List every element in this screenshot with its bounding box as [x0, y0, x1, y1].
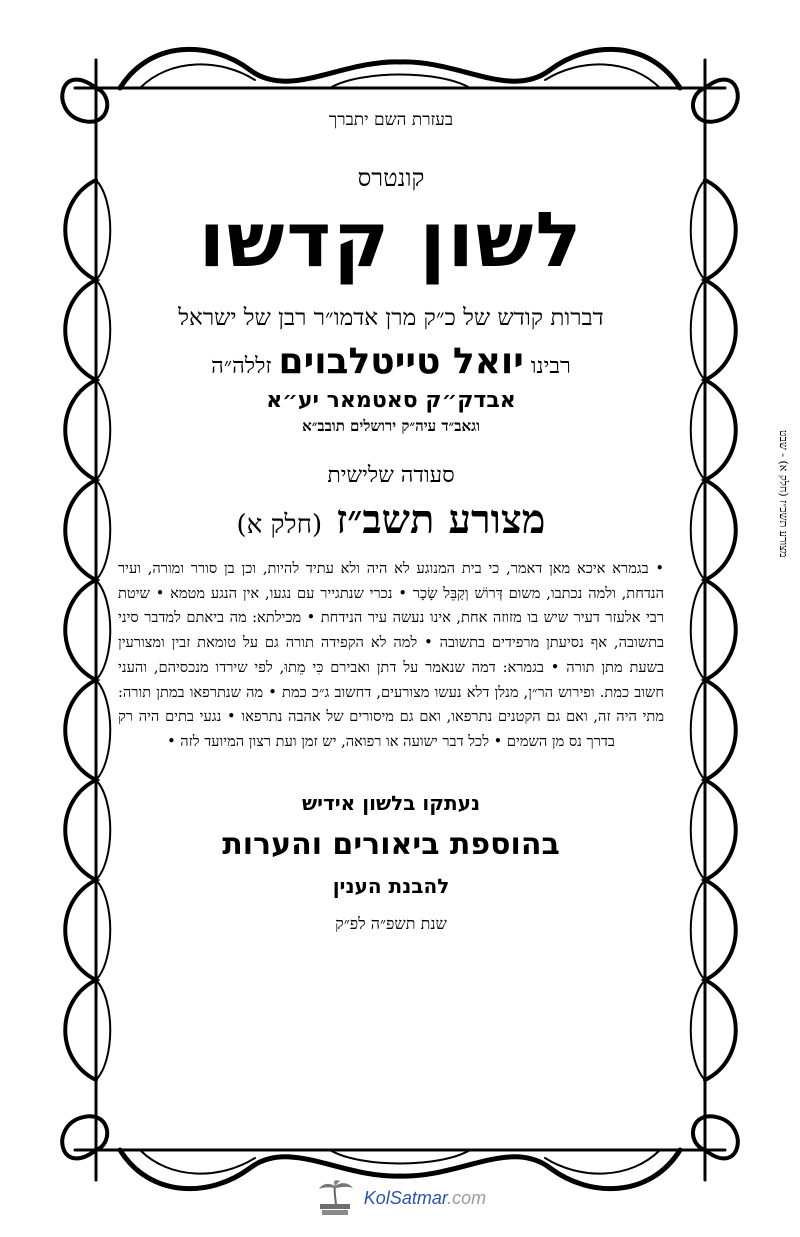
blessing-line: בעזרת השם יתברך: [328, 110, 454, 130]
translated-line: נעתקו בלשון אידיש: [301, 790, 481, 815]
kuntres-label: קונטרס: [357, 164, 425, 192]
parsha-title: [118, 496, 664, 543]
topics-summary: • בגמרא איכא מאן דאמר, כי בית המנוגע לא היה ולא עתיד להיות, וכן בן סורר ומורה, ועיר הנדחת, ולמה נכתבו, משום דְּרוֹשׁ וְקַבֵּל שָׂכָר • נכרי שנתגייר עם נגעו, אין הנגע מטמא • שיטת רבי אלעזר דעיר שיש בו מזוזה אחת, אינו נעשה עיר הנידחת • מכילתא: מה ביאתם למדבר סיני בתשובה, אף נסיעתן מרפידים בתשובה • למה לא הקפידה תורה גם על טומאת זבין ומצורעין בשעת מתן תורה • בגמרא: דמה שנאמר על דתן ואבירם כִּי מֵתוּ, לפי שירדו מנכסיהם, והעני חשוב כמת. ופירוש הר״ן, מנלן דלא נעשו מצורעים, דחשוב ג״כ כמת • מה שנתרפאו במתן תורה: מתי היה זה, ואם גם הקטנים נתרפאו, ואם גם מיסורים של אהבה נתרפאו • נגעי בתים היה רק בדרך נס מן השמים • לכל דבר ישועה או רפואה, יש זמן ועת רצון המיועד לזה •: [118, 560, 664, 750]
year-line: שנת תשפ״ה לפ״ק: [335, 913, 447, 933]
site-brand: KolSatmar: [363, 1187, 448, 1208]
site-footer[interactable]: [300, 1178, 500, 1218]
understanding-line: להבנת הענין: [332, 873, 450, 898]
divrei-kodesh-line: דברות קודש של כ״ק מרן אדמו״ר רבן של ישראל: [178, 305, 604, 331]
side-label: מצורע תשכ״ז (חלק א) - שבט: [777, 430, 790, 558]
rabbeinu-suffix: זללה״ה: [211, 354, 272, 379]
rabbeinu-prefix: רבינו: [530, 354, 571, 379]
page-title: לשון קדשו: [198, 195, 584, 284]
av-beis-din-line: אבדק״ק סאטמאר יע״א: [266, 388, 516, 413]
parsha-name: מצורע תשב״ז: [336, 496, 546, 543]
parsha-part: (חלק א): [236, 510, 323, 540]
rabbeinu-line: [118, 341, 664, 382]
rabbeinu-name: יואל טייטלבוים: [278, 341, 524, 382]
jerusalem-line: וגאב״ד עיה״ק ירושלים תובב״א: [302, 417, 480, 435]
palm-tree-books-icon: [314, 1178, 358, 1218]
seudah-label: סעודה שלישית: [327, 463, 455, 488]
additions-line: בהוספת ביאורים והערות: [222, 826, 560, 862]
site-link[interactable]: [364, 1188, 486, 1209]
site-tld: .com: [447, 1187, 487, 1208]
title-page-content: [118, 110, 664, 934]
